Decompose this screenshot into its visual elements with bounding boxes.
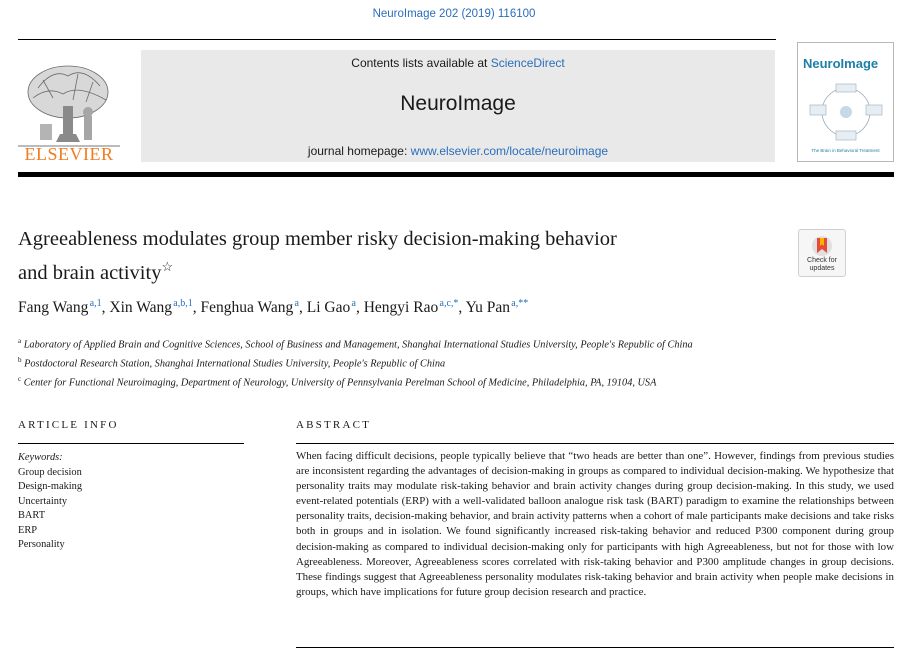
journal-cover[interactable]	[797, 42, 894, 162]
article-title	[18, 226, 758, 287]
author-name[interactable]: Fang Wang	[18, 299, 89, 317]
author-name[interactable]: Li Gao	[306, 299, 351, 317]
author-affil-mark[interactable]: a	[351, 298, 356, 309]
affiliation-item	[18, 334, 878, 353]
author-separator: ,	[458, 299, 466, 317]
author-affil-mark[interactable]: a,b,1	[173, 298, 193, 309]
check-updates-line-1: Check for	[807, 257, 837, 264]
affiliation-text: Laboratory of Applied Brain and Cognitive Sciences, School of Business and Management, Shanghai International Studies University, People's Republic of China	[23, 339, 693, 351]
cover-title: NeuroImage	[803, 56, 879, 71]
author-affil-mark[interactable]: a,1	[89, 298, 102, 309]
author-list	[18, 298, 528, 317]
check-updates-label	[799, 257, 845, 273]
sciencedirect-link[interactable]: ScienceDirect	[490, 56, 565, 70]
affiliations	[18, 334, 878, 391]
keyword-item[interactable]: Design-making	[18, 481, 83, 492]
abstract-heading: ABSTRACT	[296, 419, 372, 431]
article-info-divider	[18, 443, 244, 444]
title-line-2: and brain activity	[18, 261, 162, 284]
top-divider	[18, 39, 776, 40]
title-line-1: Agreeableness modulates group member risky decision-making behavior	[18, 228, 617, 250]
keyword-item[interactable]: BART	[18, 510, 46, 521]
homepage-prefix: journal homepage:	[307, 144, 411, 158]
abstract-text: When facing difficult decisions, people typically believe that “two heads are better than one”. However, findings from previous studies are inconsistent regarding the advantages of decision-making in groups as compared to individual decision-making. We hypothesize that personality traits may modulate risk-taking behavior and brain activity changes during group decision-making. In this study, we used event-related potentials (ERP) with a well-validated balloon analogue risk task (BART) paradigm to examine the relationships between personality traits, decision-making behavior, and brain activity patterns when a cohort of male participants make decisions and take risks both in groups and in isolation. We found significantly increased risk-taking behavior and reduced P300 component during group decision-making as compared to individual decision-making only for participants with high Agreeableness, but not for those with low Agreeableness. Moreover, Agreeableness scores correlated with risk-taking behavior and P300 amplitude changes in group decisions. These findings suggest that Agreeableness personality modulates risk-taking behavior and brain activity when people make decisions in groups, which have implications for future group decision research and practice.	[296, 450, 894, 598]
author-separator: ,	[101, 299, 110, 317]
cover-diagram-icon	[806, 81, 886, 143]
affiliation-text: Postdoctoral Research Station, Shanghai International Studies University, People's Republic of China	[24, 358, 446, 370]
keywords-label: Keywords:	[18, 452, 63, 463]
author-name[interactable]: Fenghua Wang	[200, 299, 294, 317]
author-separator: ,	[355, 299, 364, 317]
check-updates-line-2: updates	[809, 265, 835, 272]
author-separator: ,	[192, 299, 201, 317]
keyword-item[interactable]: Personality	[18, 539, 65, 550]
contents-line	[141, 56, 775, 70]
author-affil-mark[interactable]: a,**	[511, 298, 529, 309]
journal-reference[interactable]: NeuroImage 202 (2019) 116100	[372, 8, 536, 20]
author-affil-mark[interactable]: a	[294, 298, 299, 309]
abstract-bottom-divider	[296, 647, 894, 648]
affiliation-mark: b	[18, 355, 22, 364]
keyword-item[interactable]: Uncertainty	[18, 495, 68, 507]
title-footnote-mark[interactable]: ☆	[161, 259, 174, 274]
article-info-heading: ARTICLE INFO	[18, 419, 119, 431]
publisher-name[interactable]: ELSEVIER	[24, 144, 114, 164]
bookmark-icon	[811, 235, 833, 257]
affiliation-mark: a	[18, 337, 22, 345]
homepage-link[interactable]: www.elsevier.com/locate/neuroimage	[410, 144, 609, 158]
journal-header	[141, 50, 775, 162]
author-separator: ,	[299, 299, 307, 317]
check-for-updates-button[interactable]	[798, 229, 846, 277]
affiliation-item	[18, 353, 878, 372]
journal-name: NeuroImage	[400, 92, 516, 115]
keywords-list	[18, 451, 82, 553]
affiliation-mark: c	[18, 374, 22, 383]
author-name[interactable]: Yu Pan	[465, 299, 510, 317]
keyword-item[interactable]: Group decision	[18, 466, 82, 478]
cover-caption: The Brain in Behavioral Treatment	[811, 148, 880, 153]
author-name[interactable]: Xin Wang	[109, 299, 172, 317]
keyword-item[interactable]: ERP	[18, 524, 38, 536]
affiliation-text: Center for Functional Neuroimaging, Department of Neurology, University of Pennsylvania Perelman School of Medicine, Philadelphia, PA, 19104, USA	[23, 377, 657, 389]
homepage-line	[141, 144, 775, 158]
contents-prefix: Contents lists available at	[351, 56, 491, 70]
author-affil-mark[interactable]: a,c,*	[439, 298, 459, 309]
header-divider	[18, 172, 894, 177]
cover-top-band	[798, 43, 893, 57]
author-name[interactable]: Hengyi Rao	[363, 299, 439, 317]
abstract-divider	[296, 443, 894, 444]
affiliation-item	[18, 372, 878, 391]
